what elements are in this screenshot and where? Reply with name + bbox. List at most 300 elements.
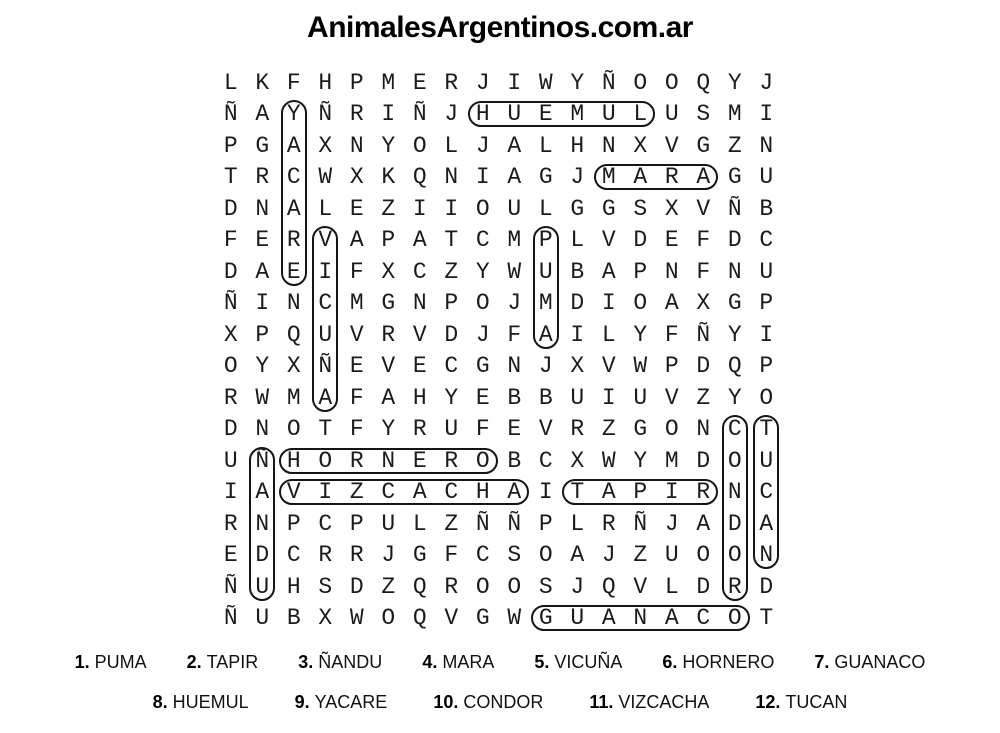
grid-letter: L — [444, 132, 459, 159]
grid-letter: B — [538, 384, 553, 411]
solution-oval-condor — [722, 415, 748, 601]
grid-letter: P — [349, 69, 364, 96]
grid-letter: O — [475, 447, 490, 474]
word-list-item — [755, 692, 847, 713]
grid-letter: K — [255, 69, 270, 96]
grid-letter: R — [318, 542, 333, 569]
grid-letter: C — [286, 542, 301, 569]
grid-letter: Ñ — [318, 101, 333, 128]
grid-letter: I — [664, 479, 679, 506]
grid-letter: P — [349, 510, 364, 537]
grid-letter: U — [759, 258, 774, 285]
grid-letter: C — [412, 258, 427, 285]
grid-letter: R — [349, 101, 364, 128]
grid-letter: G — [727, 290, 742, 317]
grid-letter: I — [759, 321, 774, 348]
grid-letter: G — [696, 132, 711, 159]
grid-letter: P — [286, 510, 301, 537]
grid-letter: M — [601, 164, 616, 191]
grid-letter: O — [412, 132, 427, 159]
grid-letter: Z — [444, 510, 459, 537]
word-list-item-label: VIZCACHA — [618, 692, 710, 712]
grid-letter: A — [570, 542, 585, 569]
grid-letter: V — [538, 416, 553, 443]
grid-letter: U — [507, 101, 522, 128]
grid-letter: A — [696, 164, 711, 191]
grid-letter: N — [381, 447, 396, 474]
grid-letter: A — [381, 384, 396, 411]
solution-oval-vizcacha — [279, 479, 530, 505]
grid-letter: N — [255, 510, 270, 537]
solution-oval-nandu — [249, 447, 275, 601]
grid-letter: N — [759, 132, 774, 159]
grid-letter: L — [538, 132, 553, 159]
grid-letter: Z — [444, 258, 459, 285]
grid-letter: F — [507, 321, 522, 348]
grid-letter: W — [633, 353, 648, 380]
grid-letter: W — [318, 164, 333, 191]
grid-letter: O — [475, 195, 490, 222]
grid-letter: R — [349, 542, 364, 569]
grid-letter: Z — [381, 573, 396, 600]
grid-letter: N — [727, 479, 742, 506]
grid-letter: J — [570, 164, 585, 191]
grid-letter: J — [475, 69, 490, 96]
grid-letter: Y — [286, 101, 301, 128]
grid-letter: P — [223, 132, 238, 159]
grid-letter: Q — [412, 605, 427, 632]
grid-letter: N — [507, 353, 522, 380]
grid-letter: F — [664, 321, 679, 348]
grid-letter: V — [412, 321, 427, 348]
grid-letter: T — [759, 605, 774, 632]
solution-oval-hornero — [279, 448, 498, 474]
word-list-item-number: 11. — [589, 692, 614, 712]
word-list-item — [295, 692, 388, 713]
word-list-item-number: 3. — [298, 652, 314, 672]
grid-letter: V — [601, 227, 616, 254]
grid-letter: Ñ — [727, 195, 742, 222]
grid-letter: N — [759, 542, 774, 569]
grid-letter: M — [538, 290, 553, 317]
grid-letter: M — [286, 384, 301, 411]
grid-letter: C — [759, 227, 774, 254]
grid-letter: I — [759, 101, 774, 128]
grid-letter: O — [727, 447, 742, 474]
grid-letter: D — [349, 573, 364, 600]
grid-letter: G — [538, 164, 553, 191]
grid-letter: E — [538, 101, 553, 128]
grid-letter: C — [475, 227, 490, 254]
grid-letter: H — [475, 101, 490, 128]
grid-letter: O — [223, 353, 238, 380]
word-list-item — [422, 652, 494, 673]
grid-letter: U — [664, 542, 679, 569]
grid-letter: O — [381, 605, 396, 632]
grid-letter: A — [664, 290, 679, 317]
grid-letter: Ñ — [412, 101, 427, 128]
word-list-item-number: 2. — [186, 652, 202, 672]
word-list-item-label: TAPIR — [206, 652, 259, 672]
grid-letter: G — [727, 164, 742, 191]
word-list-item — [589, 692, 709, 713]
word-list-item — [153, 692, 249, 713]
grid-letter: Y — [475, 258, 490, 285]
grid-letter: Q — [412, 573, 427, 600]
grid-letter: X — [570, 353, 585, 380]
grid-letter: D — [696, 573, 711, 600]
word-list-item-number: 7. — [814, 652, 830, 672]
grid-letter: F — [696, 258, 711, 285]
grid-letter: Ñ — [475, 510, 490, 537]
grid-letter: B — [507, 447, 522, 474]
word-list-item — [814, 652, 925, 673]
grid-letter: A — [507, 479, 522, 506]
word-list-item — [534, 652, 622, 673]
grid-letter: C — [444, 353, 459, 380]
grid-letter: U — [759, 447, 774, 474]
grid-letter: L — [664, 573, 679, 600]
grid-letter: R — [286, 227, 301, 254]
grid-letter: E — [255, 227, 270, 254]
grid-letter: Z — [633, 542, 648, 569]
grid-letter: N — [255, 195, 270, 222]
grid-letter: N — [412, 290, 427, 317]
grid-letter: D — [223, 258, 238, 285]
grid-letter: P — [381, 227, 396, 254]
grid-letter: Q — [412, 164, 427, 191]
grid-letter: E — [412, 353, 427, 380]
word-list-item — [75, 652, 147, 673]
grid-letter: Y — [727, 321, 742, 348]
grid-letter: W — [507, 605, 522, 632]
grid-letter: I — [507, 69, 522, 96]
grid-letter: G — [633, 416, 648, 443]
grid-letter: I — [475, 164, 490, 191]
word-list-item-number: 5. — [534, 652, 550, 672]
grid-letter: O — [633, 69, 648, 96]
word-list-item-label: TUCAN — [785, 692, 848, 712]
word-list-item-number: 10. — [433, 692, 459, 712]
grid-letter: J — [475, 132, 490, 159]
grid-letter: A — [255, 479, 270, 506]
grid-letter: U — [633, 384, 648, 411]
grid-letter: S — [507, 542, 522, 569]
grid-letter: L — [318, 195, 333, 222]
grid-letter: X — [286, 353, 301, 380]
grid-letter: U — [570, 605, 585, 632]
grid-letter: Ñ — [507, 510, 522, 537]
word-list-item-number: 1. — [74, 652, 90, 672]
word-list-item — [298, 652, 382, 673]
grid-letter: V — [286, 479, 301, 506]
grid-letter: A — [696, 510, 711, 537]
grid-letter: Z — [727, 132, 742, 159]
grid-letter: A — [664, 605, 679, 632]
grid-letter: D — [759, 573, 774, 600]
grid-letter: A — [601, 258, 616, 285]
grid-letter: E — [507, 416, 522, 443]
grid-letter: U — [223, 447, 238, 474]
solution-oval-guanaco — [531, 605, 750, 631]
grid-letter: J — [507, 290, 522, 317]
grid-letter: J — [444, 101, 459, 128]
solution-oval-puma — [533, 226, 559, 349]
grid-letter: H — [570, 132, 585, 159]
grid-letter: R — [412, 416, 427, 443]
grid-letter: C — [759, 479, 774, 506]
grid-letter: J — [538, 353, 553, 380]
grid-letter: Ñ — [223, 101, 238, 128]
grid-letter: J — [601, 542, 616, 569]
grid-letter: Ñ — [318, 353, 333, 380]
grid-letter: S — [633, 195, 648, 222]
grid-letter: W — [507, 258, 522, 285]
word-list-item — [662, 652, 774, 673]
grid-letter: T — [444, 227, 459, 254]
grid-letter: C — [475, 542, 490, 569]
page-title: AnimalesArgentinos.com.ar — [307, 11, 693, 44]
grid-letter: N — [664, 258, 679, 285]
grid-letter: I — [318, 479, 333, 506]
grid-letter: U — [318, 321, 333, 348]
grid-letter: G — [475, 353, 490, 380]
grid-letter: Ñ — [255, 447, 270, 474]
word-list-item-label: MARA — [442, 652, 495, 672]
grid-letter: F — [223, 227, 238, 254]
grid-letter: L — [412, 510, 427, 537]
grid-letter: Ñ — [696, 321, 711, 348]
grid-letter: S — [318, 573, 333, 600]
word-list-item-label: HUEMUL — [172, 692, 249, 712]
grid-letter: X — [349, 164, 364, 191]
grid-letter: C — [286, 164, 301, 191]
grid-letter: S — [538, 573, 553, 600]
grid-letter: I — [255, 290, 270, 317]
grid-letter: M — [664, 447, 679, 474]
grid-letter: O — [664, 69, 679, 96]
grid-letter: M — [507, 227, 522, 254]
grid-letter: E — [664, 227, 679, 254]
grid-letter: N — [727, 258, 742, 285]
grid-letter: Ñ — [601, 69, 616, 96]
grid-letter: U — [538, 258, 553, 285]
grid-letter: G — [255, 132, 270, 159]
grid-letter: W — [601, 447, 616, 474]
grid-letter: P — [538, 227, 553, 254]
grid-letter: U — [507, 195, 522, 222]
grid-letter: O — [507, 573, 522, 600]
word-list-item-number: 12. — [755, 692, 781, 712]
grid-letter: F — [349, 416, 364, 443]
grid-letter: P — [759, 290, 774, 317]
grid-letter: A — [412, 479, 427, 506]
grid-letter: T — [318, 416, 333, 443]
grid-letter: B — [570, 258, 585, 285]
grid-letter: R — [444, 573, 459, 600]
grid-letter: U — [759, 164, 774, 191]
grid-letter: J — [759, 69, 774, 96]
grid-letter: E — [349, 195, 364, 222]
grid-letter: O — [727, 542, 742, 569]
grid-letter: W — [349, 605, 364, 632]
grid-letter: A — [601, 605, 616, 632]
grid-letter: Y — [633, 321, 648, 348]
grid-letter: F — [286, 69, 301, 96]
grid-letter: P — [255, 321, 270, 348]
grid-letter: R — [255, 164, 270, 191]
grid-letter: U — [664, 101, 679, 128]
grid-letter: E — [412, 447, 427, 474]
grid-letter: M — [727, 101, 742, 128]
grid-letter: B — [759, 195, 774, 222]
grid-letter: I — [538, 479, 553, 506]
word-list-item-label: VICUÑA — [554, 652, 623, 672]
grid-letter: W — [255, 384, 270, 411]
grid-letter: A — [601, 479, 616, 506]
word-list-item-label: HORNERO — [682, 652, 775, 672]
grid-letter: X — [381, 258, 396, 285]
word-list-item-number: 4. — [422, 652, 438, 672]
grid-letter: C — [318, 290, 333, 317]
grid-letter: I — [570, 321, 585, 348]
grid-letter: A — [759, 510, 774, 537]
grid-letter: H — [412, 384, 427, 411]
grid-letter: O — [664, 416, 679, 443]
grid-letter: A — [507, 164, 522, 191]
grid-letter: R — [381, 321, 396, 348]
grid-letter: O — [696, 542, 711, 569]
grid-letter: P — [664, 353, 679, 380]
solution-oval-tucan — [753, 415, 779, 569]
grid-letter: Y — [727, 384, 742, 411]
solution-oval-huemul — [468, 101, 656, 127]
grid-letter: C — [318, 510, 333, 537]
grid-letter: D — [444, 321, 459, 348]
grid-letter: V — [664, 384, 679, 411]
word-list-line-1 — [0, 652, 1000, 673]
grid-letter: I — [318, 258, 333, 285]
grid-letter: R — [570, 416, 585, 443]
grid-letter: Q — [696, 69, 711, 96]
grid-letter: N — [444, 164, 459, 191]
grid-letter: G — [601, 195, 616, 222]
grid-letter: Ñ — [223, 605, 238, 632]
grid-letter: Q — [601, 573, 616, 600]
grid-letter: L — [633, 101, 648, 128]
grid-letter: M — [349, 290, 364, 317]
grid-letter: H — [286, 573, 301, 600]
grid-letter: R — [444, 69, 459, 96]
grid-letter: K — [381, 164, 396, 191]
grid-letter: Q — [727, 353, 742, 380]
grid-letter: Z — [381, 195, 396, 222]
word-list-item-label: YACARE — [314, 692, 388, 712]
grid-letter: U — [601, 101, 616, 128]
grid-letter: F — [349, 258, 364, 285]
grid-letter: H — [286, 447, 301, 474]
grid-letter: C — [381, 479, 396, 506]
grid-letter: N — [601, 132, 616, 159]
grid-letter: D — [727, 227, 742, 254]
grid-letter: N — [633, 605, 648, 632]
grid-letter: Ñ — [633, 510, 648, 537]
grid-letter: I — [601, 290, 616, 317]
grid-letter: O — [318, 447, 333, 474]
grid-letter: B — [507, 384, 522, 411]
grid-letter: Z — [696, 384, 711, 411]
word-list-item-number: 8. — [152, 692, 168, 712]
grid-letter: M — [570, 101, 585, 128]
grid-letter: F — [349, 384, 364, 411]
grid-letter: E — [349, 353, 364, 380]
grid-letter: R — [444, 447, 459, 474]
grid-letter: O — [475, 573, 490, 600]
grid-letter: V — [349, 321, 364, 348]
grid-letter: V — [696, 195, 711, 222]
grid-letter: X — [318, 132, 333, 159]
grid-letter: T — [570, 479, 585, 506]
grid-letter: P — [444, 290, 459, 317]
grid-letter: O — [759, 384, 774, 411]
grid-letter: C — [696, 605, 711, 632]
grid-letter: D — [223, 416, 238, 443]
grid-letter: U — [255, 573, 270, 600]
word-list-item-label: ÑANDU — [318, 652, 383, 672]
solution-oval-tapir — [562, 479, 718, 505]
grid-letter: A — [255, 101, 270, 128]
grid-letter: O — [727, 605, 742, 632]
grid-letter: N — [696, 416, 711, 443]
grid-letter: Y — [727, 69, 742, 96]
grid-letter: R — [349, 447, 364, 474]
grid-letter: B — [286, 605, 301, 632]
grid-letter: X — [223, 321, 238, 348]
word-list-item-number: 6. — [662, 652, 678, 672]
grid-letter: U — [381, 510, 396, 537]
word-list-item-label: CONDOR — [463, 692, 544, 712]
solution-oval-vicuna — [312, 226, 338, 412]
grid-letter: L — [538, 195, 553, 222]
grid-letter: Z — [601, 416, 616, 443]
grid-letter: V — [601, 353, 616, 380]
word-list-item — [433, 692, 543, 713]
grid-letter: P — [759, 353, 774, 380]
grid-letter: R — [223, 384, 238, 411]
solution-oval-yacare — [281, 100, 307, 286]
grid-letter: P — [538, 510, 553, 537]
grid-letter: N — [286, 290, 301, 317]
grid-letter: O — [633, 290, 648, 317]
grid-letter: A — [349, 227, 364, 254]
grid-letter: G — [570, 195, 585, 222]
grid-letter: G — [381, 290, 396, 317]
grid-letter: A — [255, 258, 270, 285]
grid-letter: L — [601, 321, 616, 348]
grid-letter: T — [223, 164, 238, 191]
grid-letter: Ñ — [223, 573, 238, 600]
grid-letter: A — [286, 132, 301, 159]
grid-letter: W — [538, 69, 553, 96]
grid-letter: H — [318, 69, 333, 96]
grid-letter: O — [475, 290, 490, 317]
grid-letter: Y — [255, 353, 270, 380]
grid-letter: U — [570, 384, 585, 411]
grid-letter: E — [286, 258, 301, 285]
grid-letter: Y — [381, 416, 396, 443]
grid-letter: D — [727, 510, 742, 537]
grid-letter: R — [601, 510, 616, 537]
